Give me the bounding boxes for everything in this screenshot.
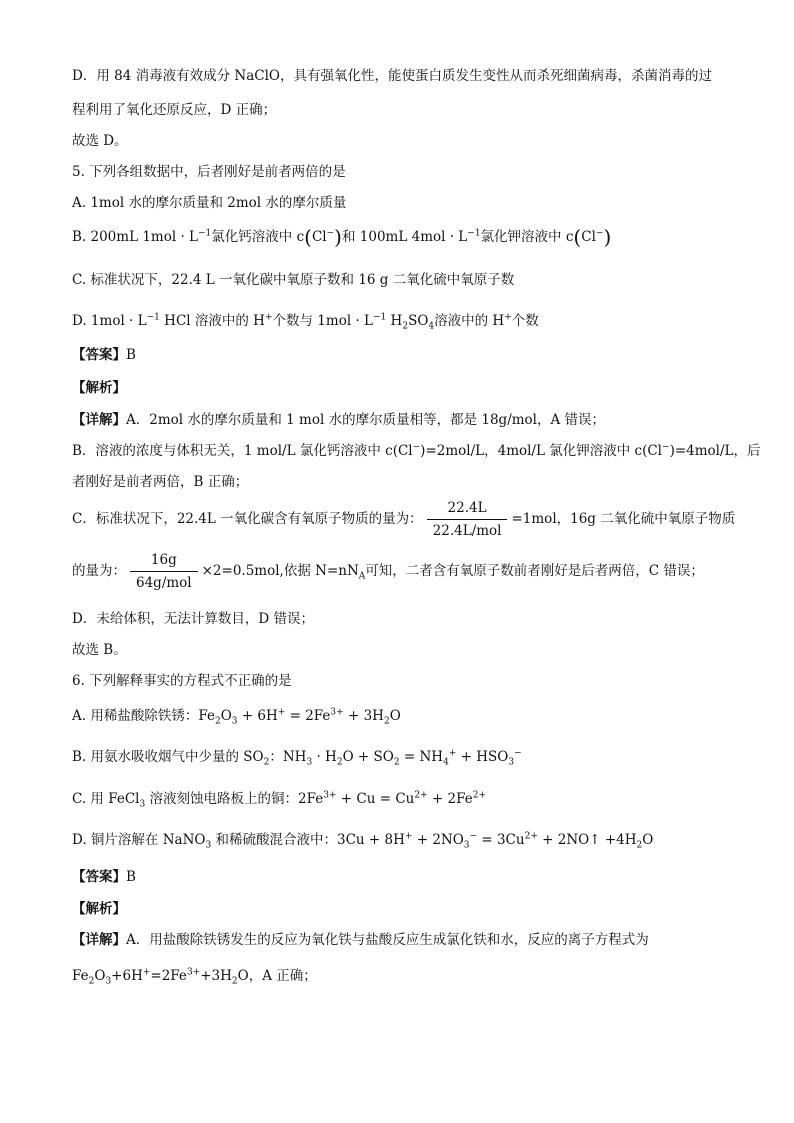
text-line: 程利用了氧化还原反应，D 正确； <box>72 102 277 118</box>
answer-5: 【答案】B <box>72 347 136 363</box>
question-5-stem: 5. 下列各组数据中，后者刚好是前者两倍的是 <box>72 164 346 180</box>
detail-6-a: 【详解】A．用盐酸除铁锈发生的反应为氧化铁与盐酸反应生成氯化铁和水，反应的离子方程式为 <box>72 932 649 948</box>
question-6-option-b: B. 用氨水吸收烟气中少量的 $SO_2$：$NH_3 \cdot H_2O + SO_2 = NH_4^+ + HSO_3^-$ <box>72 748 522 768</box>
detail-5-a: 【详解】A．2mol 水的摩尔质量和 1 mol 水的摩尔质量相等，都是 18g/mol，A 错误； <box>72 412 606 428</box>
analysis-6-label: 【解析】 <box>72 901 126 917</box>
detail-5-c: C．标准状况下，22.4L 一氧化碳含有氧原子物质的量为： $\frac{22.4L}{\text{22.4L/mol}}$ =1mol，16g 二氧化硫中氧原子物质 <box>72 500 736 539</box>
detail-5-b-cont: 者刚好是前者两倍，B 正确； <box>72 474 249 490</box>
question-5-option-a: A. 1mol 水的摩尔质量和 2mol 水的摩尔质量 <box>72 195 347 211</box>
detail-5-d: D．未给体积，无法计算数目，D 错误； <box>72 611 314 627</box>
answer-6: 【答案】B <box>72 869 136 885</box>
detail-5-c-cont: 的量为： $\frac{16g}{\text{64g/mol}}$ ×2=0.5mol,依据 $N=nN_A$可知，二者含有氧原子数前者刚好是后者两倍，C 错误； <box>72 552 704 591</box>
text-line: 故选 D。 <box>72 133 128 149</box>
fraction-1: $\frac{22.4L}{\text{22.4L/mol}}$ <box>427 498 508 541</box>
detail-5-b: B．溶液的浓度与体积无关，1 mol/L 氯化钙溶液中 c(Cl−)=2mol/L，4mol/L 氯化钾溶液中 c(Cl−)=4mol/L，后 <box>72 442 761 459</box>
detail-6-a-equation: $Fe_2O_3+6H^+=2Fe^{3+}+3H_2O$，A 正确； <box>72 967 317 987</box>
question-6-stem: 6. 下列解释事实的方程式不正确的是 <box>72 673 292 689</box>
question-6-option-d: D. 铜片溶解在 NaNO$_3$ 和稀硫酸混合液中：$3Cu + 8H^+ + 2NO_3^- = 3Cu^{2+}$ + 2NO↑ $+4H_2O$ <box>72 831 654 851</box>
conclusion-5: 故选 B。 <box>72 642 127 658</box>
analysis-5-label: 【解析】 <box>72 380 126 396</box>
question-5-option-b: B. 200mL $1mol \cdot L^{-1}$氯化钙溶液中 c(Cl−)和 100mL $4mol \cdot L^{-1}$氯化钾溶液中 c(Cl−) <box>72 225 612 249</box>
question-6-option-a: A. 用稀盐酸除铁锈：$Fe_2O_3 + 6H^+ = 2Fe^{3+} + 3H_2O$ <box>72 707 401 727</box>
fraction-2: $\frac{16g}{\text{64g/mol}}$ <box>130 550 198 593</box>
question-5-option-d: D. $1mol \cdot L^{-1}$ HCl 溶液中的 H+个数与 $1mol \cdot L^{-1}$ $H_2SO_4$溶液中的 H+个数 <box>72 312 539 332</box>
text-line: D．用 84 消毒液有效成分 NaClO，具有强氧化性，能使蛋白质发生变性从而杀死细菌病毒，杀菌消毒的过 <box>72 68 712 84</box>
question-6-option-c: C. 用 FeCl$_3$ 溶液刻蚀电路板上的铜：$2Fe^{3+} + Cu = Cu^{2+} + 2Fe^{2+}$ <box>72 790 487 810</box>
question-5-option-c: C. 标准状况下，22.4 L 一氧化碳中氧原子数和 16 g 二氧化硫中氧原子数 <box>72 272 515 288</box>
